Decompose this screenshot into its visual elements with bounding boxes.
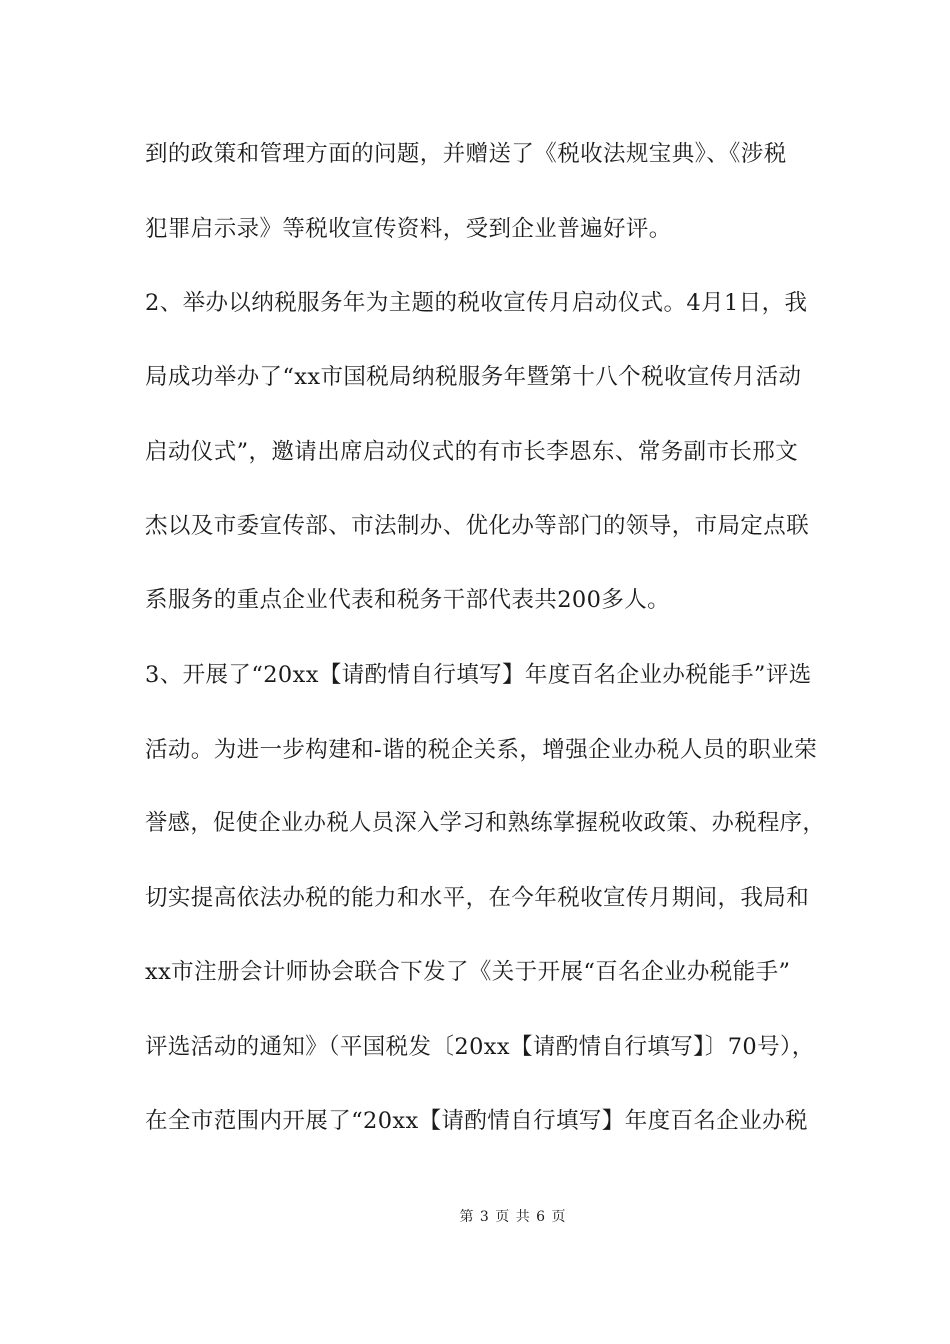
body-text-line: xx市注册会计师协会联合下发了《关于开展“百名企业办税能手” [145, 959, 791, 985]
body-text-line: 犯罪启示录》等税收宣传资料，受到企业普遍好评。 [145, 216, 672, 242]
body-text-line: 局成功举办了“xx市国税局纳税服务年暨第十八个税收宣传月活动 [145, 364, 802, 390]
body-text-line: 评选活动的通知》（平国税发〔20xx【请酌情自行填写】〕70号）， [145, 1034, 815, 1060]
body-text-line: 到的政策和管理方面的问题，并赠送了《税收法规宝典》、《涉税 [145, 141, 787, 167]
body-text-line: 启动仪式”，邀请出席启动仪式的有市长李恩东、常务副市长邢文 [145, 439, 799, 465]
body-text-line: 系服务的重点企业代表和税务干部代表共200多人。 [145, 587, 671, 613]
body-text-line: 切实提高依法办税的能力和水平，在今年税收宣传月期间，我局和 [145, 885, 810, 911]
body-text-line: 杰以及市委宣传部、市法制办、优化办等部门的领导，市局定点联 [145, 513, 810, 539]
page-number-footer: 第 3 页 共 6 页 [459, 1209, 567, 1225]
body-text-line: 2、举办以纳税服务年为主题的税收宣传月启动仪式。4月1日，我 [145, 290, 808, 316]
body-text-line: 活动。为进一步构建和-谐的税企关系，增强企业办税人员的职业荣 [145, 737, 818, 763]
body-text-line: 誉感，促使企业办税人员深入学习和熟练掌握税收政策、办税程序， [145, 810, 826, 836]
body-text-line: 3、开展了“20xx【请酌情自行填写】年度百名企业办税能手”评选 [145, 662, 812, 688]
body-text-line: 在全市范围内开展了“20xx【请酌情自行填写】年度百名企业办税 [145, 1108, 808, 1134]
